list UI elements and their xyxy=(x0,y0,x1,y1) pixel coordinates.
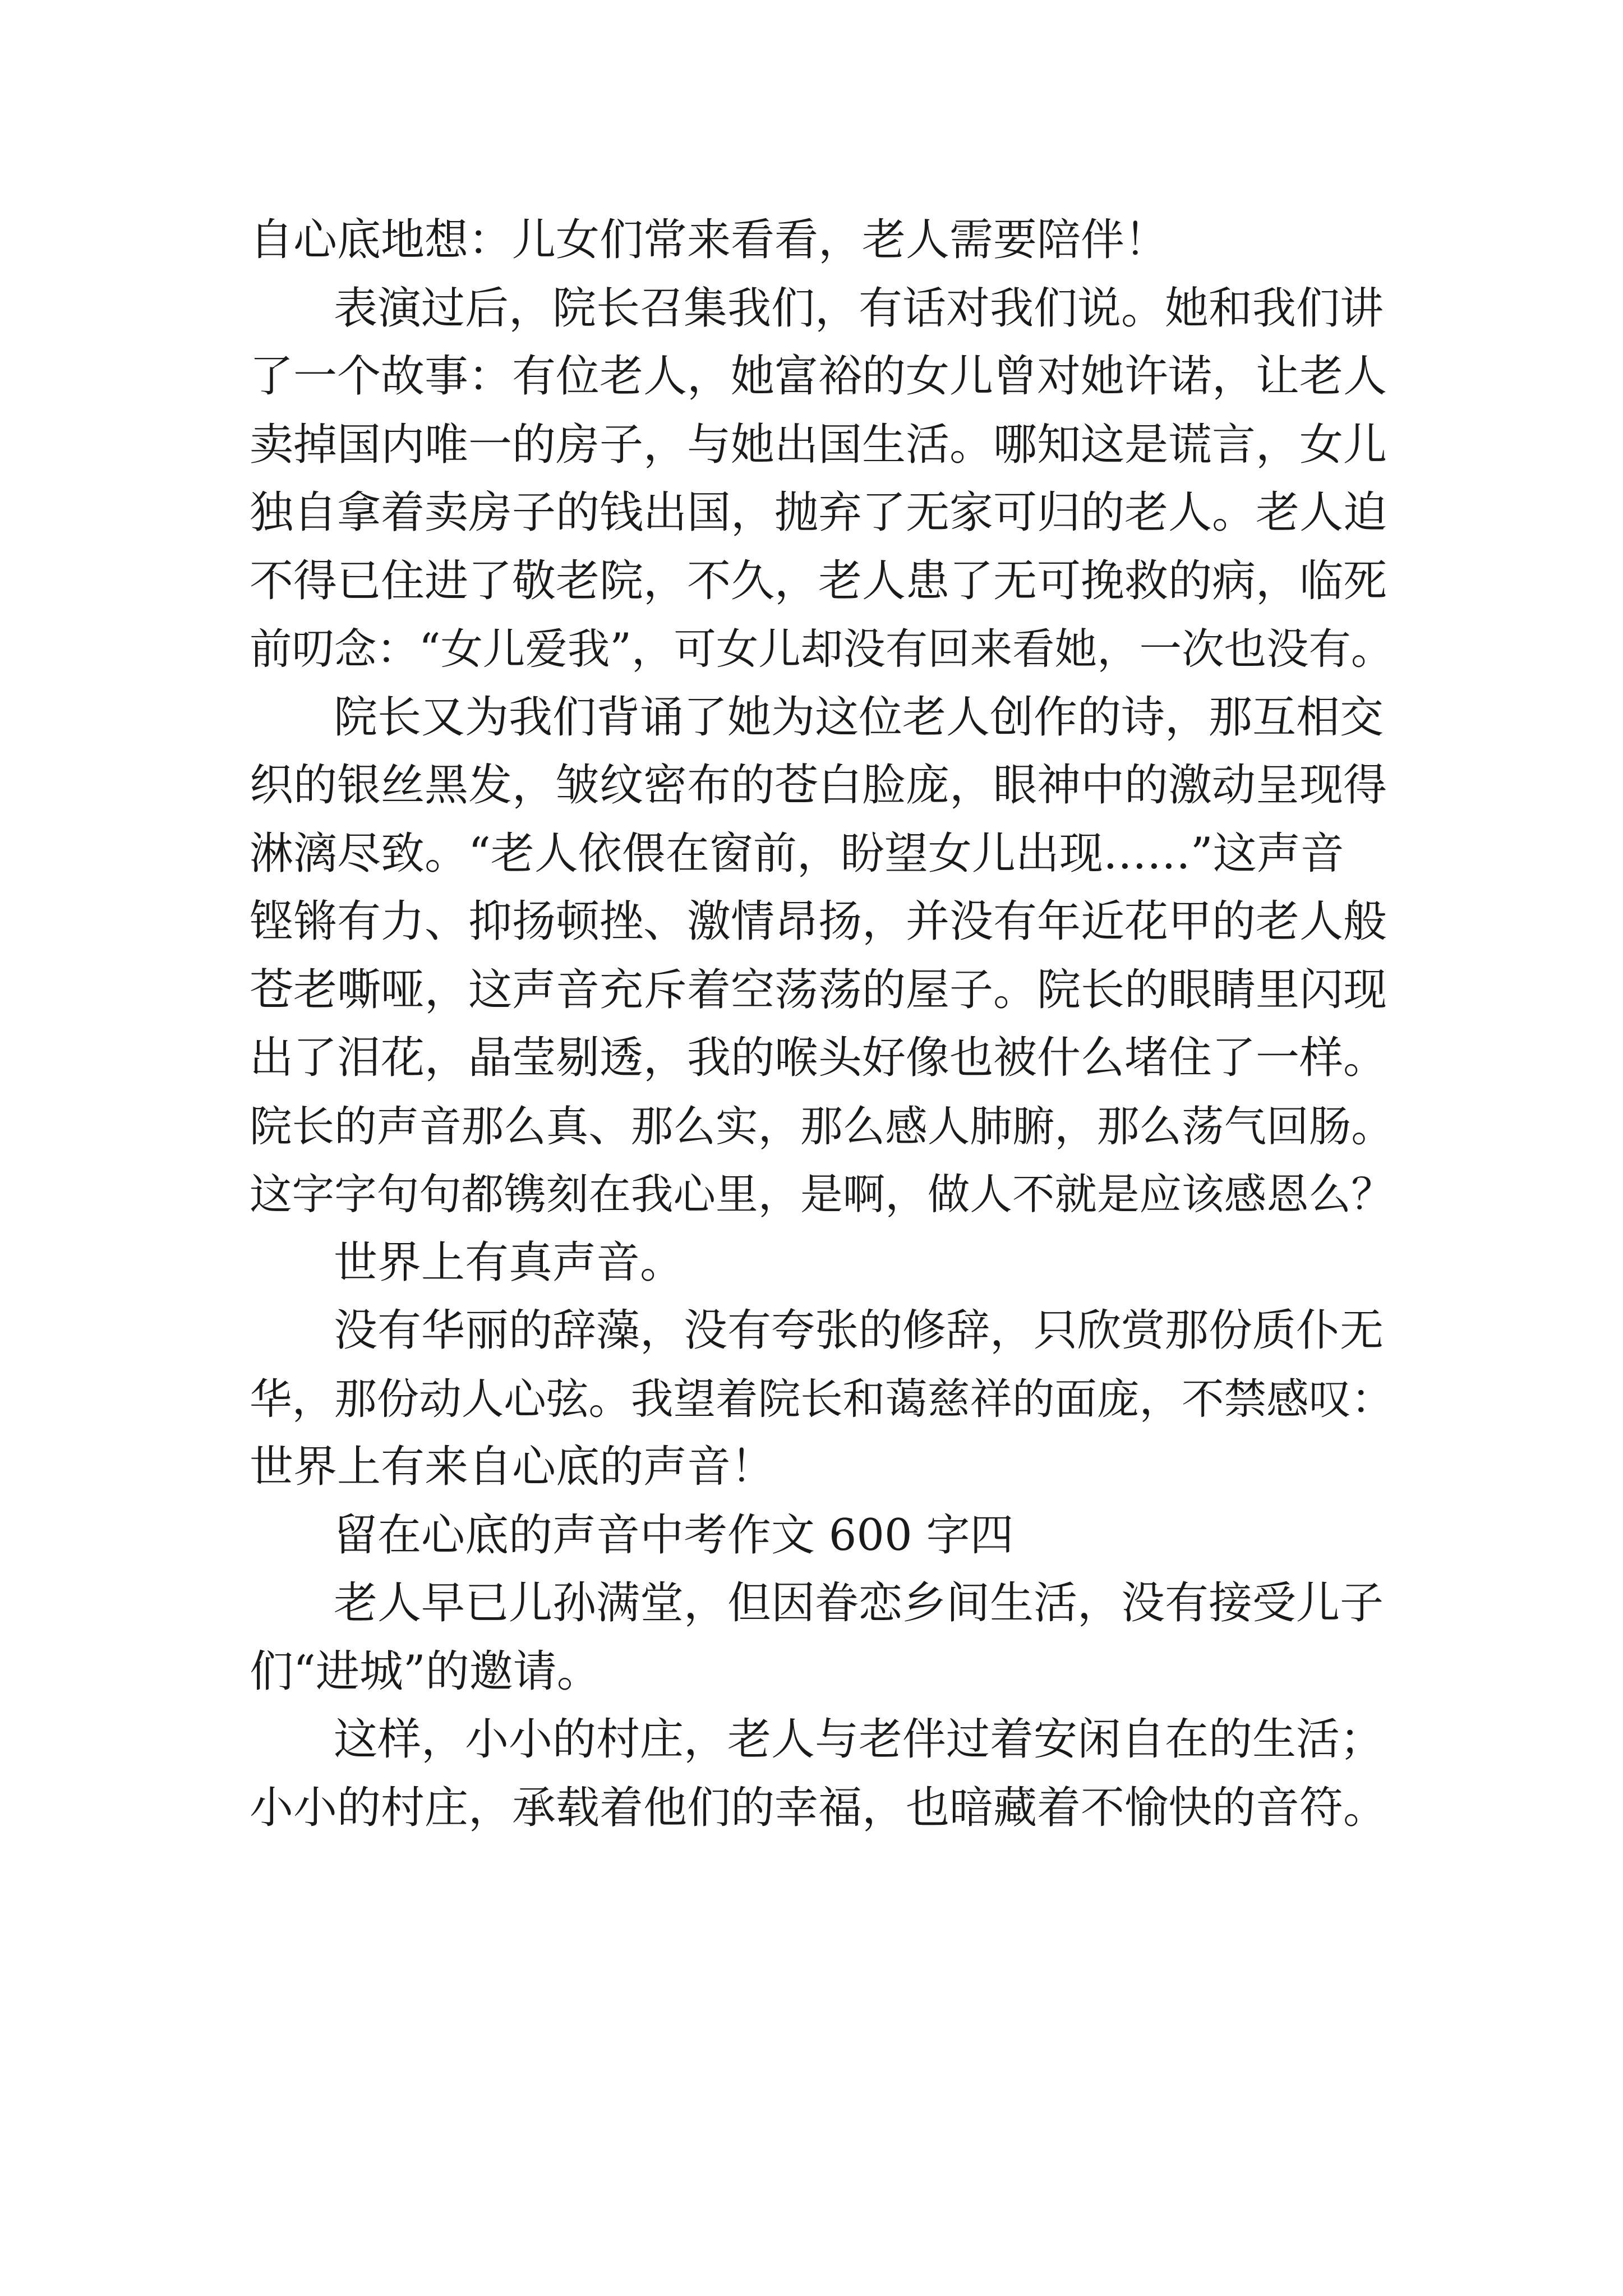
text-line: 院长的声音那么真、那么实，那么感人肺腑，那么荡气回肠。 xyxy=(250,1101,1394,1151)
text-line: 院长又为我们背诵了她为这位老人创作的诗，那互相交 xyxy=(334,692,1384,743)
text-line: 自心底地想：儿女们常来看看，老人需要陪伴！ xyxy=(250,215,1169,265)
text-line: 这样，小小的村庄，老人与老伴过着安闲自在的生活； xyxy=(334,1714,1384,1765)
text-line: 表演过后，院长召集我们，有话对我们说。她和我们讲 xyxy=(334,283,1384,334)
text-line: 这字字句句都镌刻在我心里，是啊，做人不就是应该感恩么？ xyxy=(250,1170,1394,1219)
text-line: 留在心底的声音中考作文 600 字四 xyxy=(334,1510,1014,1561)
text-line: 世界上有真声音。 xyxy=(334,1237,684,1288)
text-line: 前叨念：“女儿爱我”，可女儿却没有回来看她，一次也没有。 xyxy=(250,624,1394,674)
text-line: 老人早已儿孙满堂，但因眷恋乡间生活，没有接受儿子 xyxy=(334,1578,1384,1628)
text-line: 独自拿着卖房子的钱出国，抛弃了无家可归的老人。老人迫 xyxy=(250,487,1387,538)
text-line: 出了泪花，晶莹剔透，我的喉头好像也被什么堵住了一样。 xyxy=(250,1033,1387,1083)
body-text xyxy=(250,206,1394,1842)
text-line: 织的银丝黑发，皱纹密布的苍白脸庞，眼神中的激动呈现得 xyxy=(250,760,1387,811)
text-line: 不得已住进了敬老院，不久，老人患了无可挽救的病，临死 xyxy=(250,555,1387,606)
text-line: 华，那份动人心弦。我望着院长和蔼慈祥的面庞，不禁感叹： xyxy=(250,1374,1394,1424)
text-line: 铿锵有力、抑扬顿挫、激情昂扬，并没有年近花甲的老人般 xyxy=(250,896,1387,947)
text-line: 世界上有来自心底的声音！ xyxy=(250,1442,775,1492)
text-line: 小小的村庄，承载着他们的幸福，也暗藏着不愉快的音符。 xyxy=(250,1782,1387,1833)
text-line: 没有华丽的辞藻，没有夸张的修辞，只欣赏那份质仆无 xyxy=(334,1305,1384,1356)
text-line: 淋漓尽致。“老人依偎在窗前，盼望女儿出现……”这声音 xyxy=(250,828,1344,879)
text-line: 苍老嘶哑，这声音充斥着空荡荡的屋子。院长的眼睛里闪现 xyxy=(250,964,1387,1015)
text-line: 了一个故事：有位老人，她富裕的女儿曾对她许诺，让老人 xyxy=(250,351,1387,402)
text-line: 卖掉国内唯一的房子，与她出国生活。哪知这是谎言，女儿 xyxy=(250,419,1387,470)
text-line: 们“进城”的邀请。 xyxy=(250,1646,601,1697)
